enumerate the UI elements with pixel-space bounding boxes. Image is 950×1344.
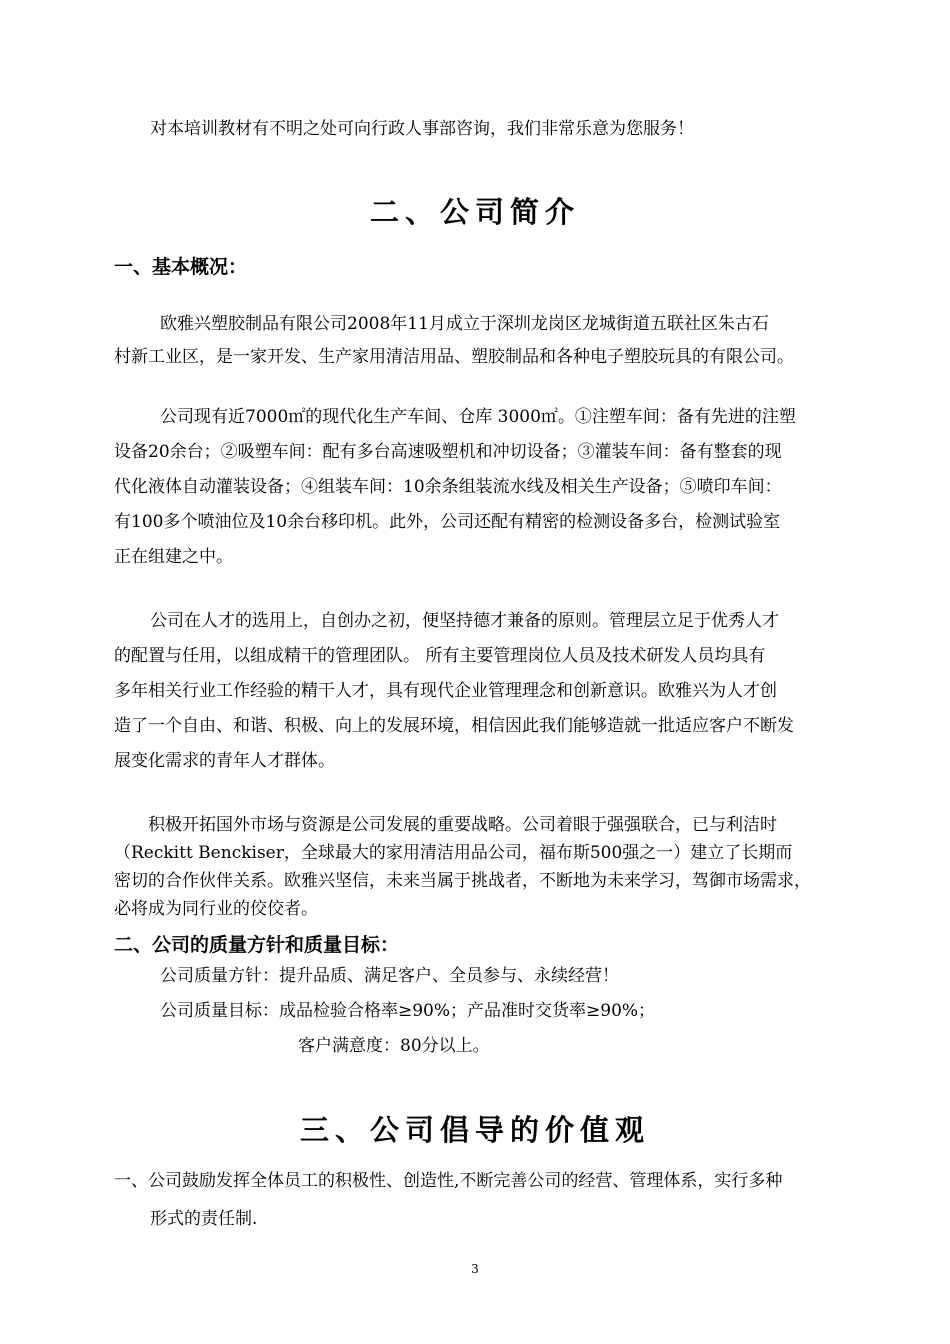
section-title-company-intro: 二、公司简介 [369,195,580,229]
quality-goal-text: 公司质量目标：成品检验合格率≥90%；产品准时交货率≥90%； [160,1001,656,1021]
heading-quality-policy: 二、公司的质量方针和质量目标： [114,934,400,956]
paragraph-overview-3: 公司在人才的选用上，自创办之初，便坚持德才兼备的原则。管理层立足于优秀人才 的配置与任用，以组成精干的管理团队。 所有主要管理岗位人员及技术研发人员均具有 多年相关行业工作经验的精干人才，具有现代企业管理理念和创新意识。欧雅兴为人才创 造了一个自由、和谐、积极、向上的发展环境，相信因此我们能够造就一批适应客户不断发 展变化需求的青年人才群体。 [114,611,794,771]
quality-goal-satisfaction: 客户满意度：80分以上。 [298,1036,490,1056]
heading-basic-overview: 一、基本概况： [114,256,248,278]
intro-text: 对本培训教材有不明之处可向行政人事部咨询，我们非常乐意为您服务！ [150,119,694,139]
section-title-values: 三、公司倡导的价值观 [299,1113,650,1147]
paragraph-overview-2: 公司现有近7000㎡的现代化生产车间、仓库 3000㎡。①注塑车间：备有先进的注塑 设备20余台；②吸塑车间：配有多台高速吸塑机和冲切设备；③灌装车间：备有整套的现 代化液体自动灌装设备；④组装车间：10余条组装流水线及相关生产设备；⑤喷印车间： 有100多个喷油位及10余台移印机。此外，公司还配有精密的检测设备多台，检测试验室 正在组建之中。 [114,407,796,567]
quality-policy-text: 公司质量方针：提升品质、满足客户、全员参与、永续经营！ [160,966,619,986]
values-item-1-continued: 形式的责任制. [150,1209,258,1229]
page-number: 3 [471,1262,479,1276]
paragraph-overview-1: 欧雅兴塑胶制品有限公司2008年11月成立于深圳龙岗区龙城街道五联社区朱古石 村新工业区，是一家开发、生产家用清洁用品、塑胶制品和各种电子塑胶玩具的有限公司。 [114,314,794,367]
values-item-1: 一、公司鼓励发挥全体员工的积极性、创造性,不断完善公司的经营、管理体系，实行多种 [114,1171,783,1191]
paragraph-overview-4: 积极开拓国外市场与资源是公司发展的重要战略。公司着眼于强强联合，已与利洁时 （Reckitt Benckiser，全球最大的家用清洁用品公司，福布斯500强之一）建立了长期而 密切的合作伙伴关系。欧雅兴坚信，未来当属于挑战者，不断地为未来学习，驾御市场需求， 必将成为同行业的佼佼者。 [114,815,811,919]
